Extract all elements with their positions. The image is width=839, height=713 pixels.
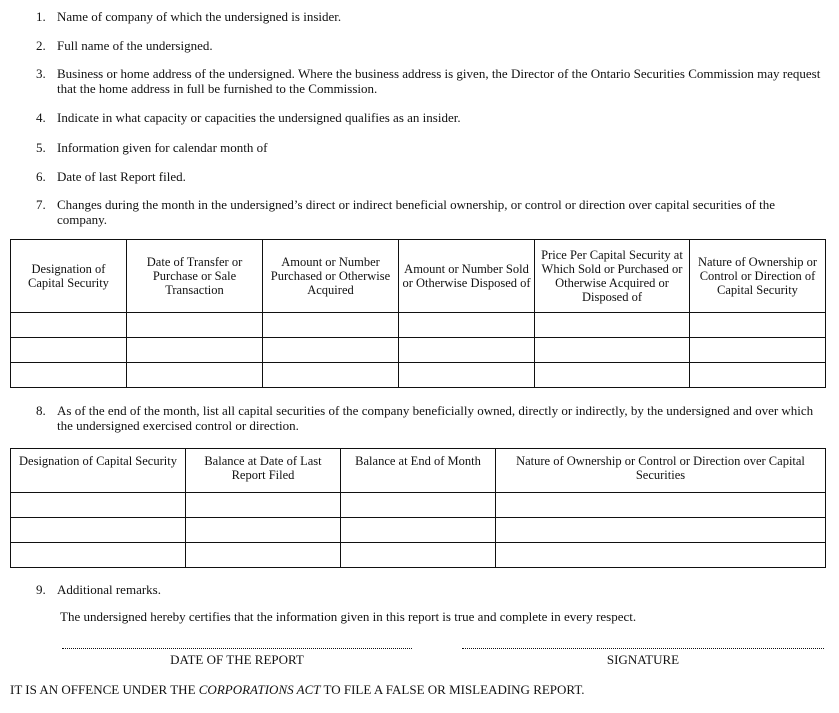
column-header-amount-disposed: Amount or Number Sold or Otherwise Disposed of: [399, 240, 535, 313]
table-cell[interactable]: [399, 363, 535, 388]
item-text: Additional remarks.: [57, 582, 161, 597]
item-text: Business or home address of the undersigned. Where the business address is given, the Director of the Ontario Securities Commission may request that the home address in full be furnished to the Commission.: [57, 66, 821, 96]
column-header-balance-last-report: Balance at Date of Last Report Filed: [186, 449, 341, 493]
item-4: [36, 110, 827, 125]
item-2: [36, 38, 827, 53]
table-row: [11, 543, 826, 568]
item-text: Indicate in what capacity or capacities the undersigned qualifies as an insider.: [57, 110, 461, 125]
table-cell[interactable]: [341, 518, 496, 543]
table-row: [11, 363, 826, 388]
table-cell[interactable]: [399, 313, 535, 338]
column-header-balance-end-of-month: Balance at End of Month: [341, 449, 496, 493]
table-cell[interactable]: [186, 543, 341, 568]
changes-table: [10, 239, 826, 388]
item-number: 1.: [36, 9, 46, 24]
item-7: [36, 197, 827, 227]
table-cell[interactable]: [11, 363, 127, 388]
table-row: [11, 518, 826, 543]
item-number: 6.: [36, 169, 46, 184]
item-text: As of the end of the month, list all capital securities of the company beneficially owned, directly or indirectly, by the undersigned and over which the undersigned exercised control or direction.: [57, 403, 814, 433]
item-text: Information given for calendar month of: [57, 140, 268, 155]
offence-text-after: TO FILE A FALSE OR MISLEADING REPORT.: [320, 682, 585, 697]
holdings-table: [10, 448, 826, 568]
certification-statement: The undersigned hereby certifies that the information given in this report is true and complete in every respect.: [60, 609, 637, 624]
table-cell[interactable]: [127, 338, 263, 363]
offence-notice: [10, 682, 585, 697]
table-cell[interactable]: [399, 338, 535, 363]
item-text: Changes during the month in the undersigned’s direct or indirect beneficial ownership, or control or direction over capital securities of the company.: [57, 197, 776, 227]
item-text: Full name of the undersigned.: [57, 38, 213, 53]
column-header-nature-of-ownership: Nature of Ownership or Control or Direction over Capital Securities: [496, 449, 826, 493]
column-header-price-per-security: Price Per Capital Security at Which Sold or Purchased or Otherwise Acquired or Disposed of: [535, 240, 690, 313]
column-header-transaction-date: Date of Transfer or Purchase or Sale Transaction: [127, 240, 263, 313]
table-cell[interactable]: [11, 313, 127, 338]
table-cell[interactable]: [186, 493, 341, 518]
item-5: [36, 140, 827, 155]
table-cell[interactable]: [263, 338, 399, 363]
table-cell[interactable]: [341, 493, 496, 518]
item-number: 3.: [36, 66, 46, 81]
date-label: DATE OF THE REPORT: [170, 652, 304, 667]
item-text: Name of company of which the undersigned is insider.: [57, 9, 342, 24]
table-cell[interactable]: [11, 493, 186, 518]
table-cell[interactable]: [535, 338, 690, 363]
item-number: 8.: [36, 403, 46, 418]
item-number: 2.: [36, 38, 46, 53]
table-cell[interactable]: [263, 313, 399, 338]
table-cell[interactable]: [690, 313, 826, 338]
column-header-designation: Designation of Capital Security: [11, 449, 186, 493]
offence-text-before: IT IS AN OFFENCE UNDER THE: [10, 682, 199, 697]
table-cell[interactable]: [535, 313, 690, 338]
table-cell[interactable]: [127, 313, 263, 338]
table-cell[interactable]: [127, 363, 263, 388]
table-cell[interactable]: [11, 518, 186, 543]
item-number: 9.: [36, 582, 46, 597]
table-cell[interactable]: [11, 338, 127, 363]
table-row: [11, 493, 826, 518]
table-row: [11, 313, 826, 338]
table-header-row: [11, 449, 826, 493]
item-9: [36, 582, 827, 597]
table-cell[interactable]: [186, 518, 341, 543]
table-cell[interactable]: [496, 518, 826, 543]
table-cell[interactable]: [496, 543, 826, 568]
column-header-nature-of-ownership: Nature of Ownership or Control or Direction of Capital Security: [690, 240, 826, 313]
column-header-designation: Designation of Capital Security: [11, 240, 127, 313]
table-cell[interactable]: [690, 338, 826, 363]
signature-label: SIGNATURE: [606, 652, 680, 667]
table-cell[interactable]: [496, 493, 826, 518]
table-cell[interactable]: [535, 363, 690, 388]
item-3: [36, 66, 827, 96]
table-header-row: [11, 240, 826, 313]
table-cell[interactable]: [11, 543, 186, 568]
item-8: [36, 403, 827, 433]
table-cell[interactable]: [263, 363, 399, 388]
item-6: [36, 169, 827, 184]
item-number: 5.: [36, 140, 46, 155]
item-number: 7.: [36, 197, 46, 212]
signature-line[interactable]: [462, 640, 824, 649]
table-cell[interactable]: [690, 363, 826, 388]
item-number: 4.: [36, 110, 46, 125]
table-cell[interactable]: [341, 543, 496, 568]
item-text: Date of last Report filed.: [57, 169, 186, 184]
date-line[interactable]: [62, 640, 412, 649]
item-1: [36, 9, 827, 24]
table-row: [11, 338, 826, 363]
column-header-amount-acquired: Amount or Number Purchased or Otherwise Acquired: [263, 240, 399, 313]
corporations-act-title: CORPORATIONS ACT: [198, 682, 321, 697]
